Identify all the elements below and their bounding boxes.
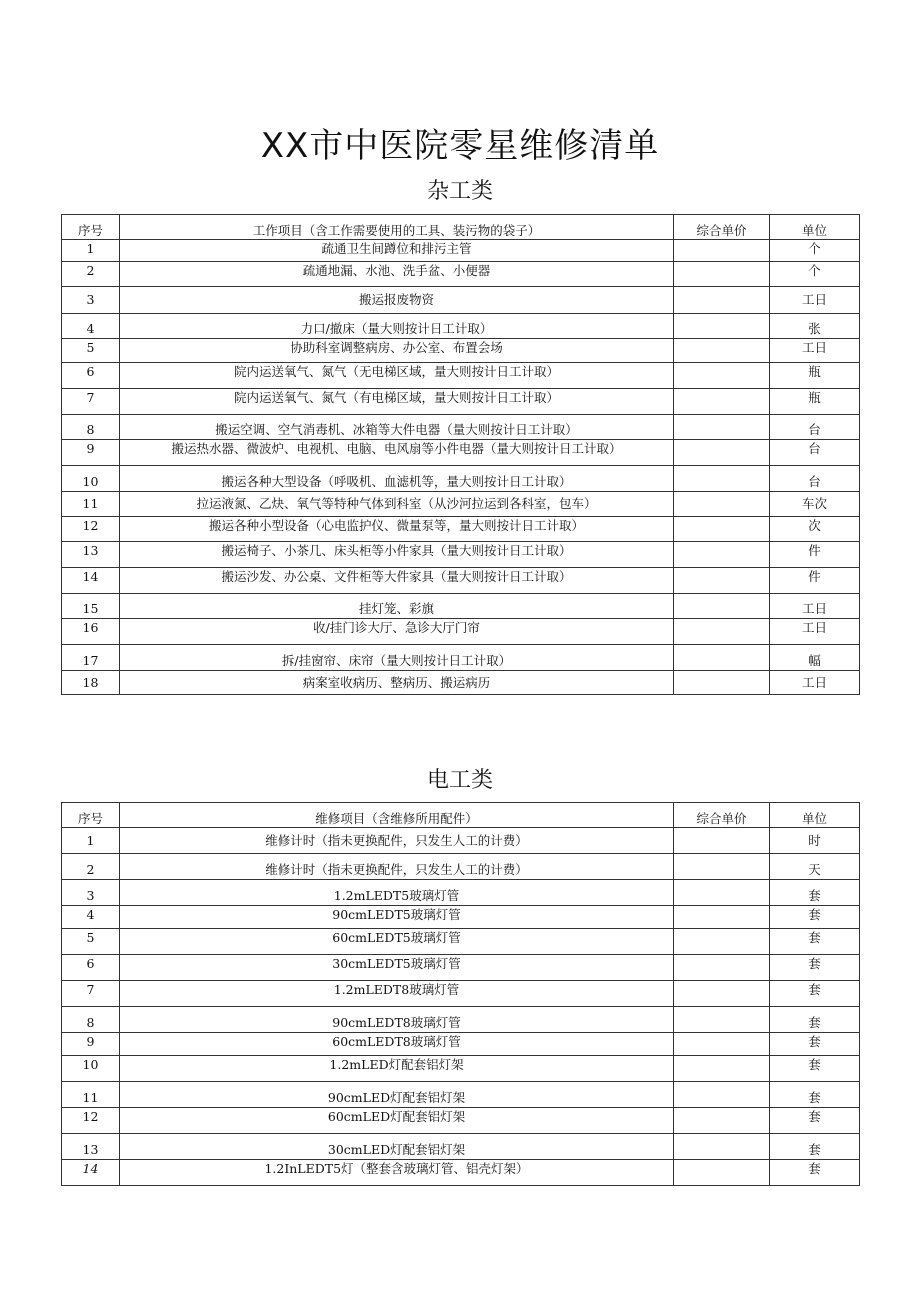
- cell-item: 60cmLED灯配套铝灯架: [120, 1108, 674, 1134]
- cell-unit: 张: [770, 314, 860, 339]
- table-row: [62, 880, 860, 906]
- cell-item: 收/挂门诊大厅、急诊大厅门帘: [120, 619, 674, 645]
- table-row: [62, 568, 860, 594]
- cell-item: 搬运热水器、微波炉、电视机、电脑、电风扇等小件电器（量大则按计日工计取）: [120, 440, 674, 466]
- cell-seq: 13: [62, 1134, 120, 1160]
- cell-unit: 工日: [770, 287, 860, 314]
- cell-seq: 11: [62, 1082, 120, 1108]
- cell-seq: 1: [62, 240, 120, 262]
- cell-seq: 8: [62, 415, 120, 440]
- header-item: 维修项目（含维修所用配件）: [120, 803, 674, 828]
- table-row: [62, 981, 860, 1007]
- cell-price: [674, 1082, 770, 1108]
- table-row: [62, 440, 860, 466]
- table-row: [62, 542, 860, 568]
- cell-item: 协助科室调整病房、办公室、布置会场: [120, 339, 674, 363]
- cell-price: [674, 492, 770, 517]
- cell-unit: 瓶: [770, 389, 860, 415]
- cell-unit: 天: [770, 854, 860, 880]
- cell-price: [674, 619, 770, 645]
- cell-item: 搬运椅子、小茶几、床头柜等小件家具（量大则按计日工计取）: [120, 542, 674, 568]
- cell-price: [674, 880, 770, 906]
- cell-price: [674, 363, 770, 389]
- cell-seq: 3: [62, 287, 120, 314]
- cell-item: 30cmLED灯配套铝灯架: [120, 1134, 674, 1160]
- cell-item: 1.2InLEDT5灯（整套含玻璃灯管、铝壳灯架）: [120, 1160, 674, 1186]
- table-row: [62, 828, 860, 854]
- cell-item: 院内运送氧气、氮气（有电梯区域，量大则按计日工计取）: [120, 389, 674, 415]
- cell-price: [674, 981, 770, 1007]
- table-row: [62, 492, 860, 517]
- cell-price: [674, 415, 770, 440]
- cell-item: 力口/撤床（量大则按计日工计取）: [120, 314, 674, 339]
- cell-seq: 14: [62, 568, 120, 594]
- cell-seq: 12: [62, 1108, 120, 1134]
- cell-seq: 7: [62, 981, 120, 1007]
- cell-item: 1.2mLEDT5玻璃灯管: [120, 880, 674, 906]
- cell-price: [674, 262, 770, 287]
- cell-seq: 5: [62, 929, 120, 955]
- cell-unit: 套: [770, 1134, 860, 1160]
- cell-price: [674, 1033, 770, 1056]
- electrical-table: [61, 802, 860, 1186]
- table-row: [62, 1134, 860, 1160]
- cell-price: [674, 1056, 770, 1082]
- table-row: [62, 1007, 860, 1033]
- cell-unit: 套: [770, 1082, 860, 1108]
- table-row: [62, 1082, 860, 1108]
- table-row: [62, 854, 860, 880]
- cell-price: [674, 314, 770, 339]
- cell-unit: 工日: [770, 594, 860, 619]
- cell-unit: 套: [770, 1007, 860, 1033]
- cell-seq: 16: [62, 619, 120, 645]
- cell-unit: 时: [770, 828, 860, 854]
- cell-price: [674, 1007, 770, 1033]
- cell-unit: 件: [770, 542, 860, 568]
- table-row: [62, 1160, 860, 1186]
- cell-price: [674, 440, 770, 466]
- cell-seq: 6: [62, 955, 120, 981]
- cell-price: [674, 339, 770, 363]
- cell-unit: 个: [770, 262, 860, 287]
- cell-price: [674, 955, 770, 981]
- cell-unit: 工日: [770, 339, 860, 363]
- cell-price: [674, 828, 770, 854]
- cell-seq: 2: [62, 262, 120, 287]
- cell-item: 维修计时（指未更换配件，只发生人工的计费）: [120, 828, 674, 854]
- cell-unit: 套: [770, 1033, 860, 1056]
- cell-item: 60cmLEDT5玻璃灯管: [120, 929, 674, 955]
- cell-seq: 13: [62, 542, 120, 568]
- section-title-misc: 杂工类: [426, 179, 493, 204]
- table-row: [62, 1056, 860, 1082]
- cell-unit: 幅: [770, 645, 860, 671]
- cell-seq: 9: [62, 440, 120, 466]
- section-title-electrical: 电工类: [426, 768, 493, 793]
- table-row: [62, 594, 860, 619]
- cell-unit: 套: [770, 1108, 860, 1134]
- table-header-row: [62, 215, 860, 240]
- cell-seq: 9: [62, 1033, 120, 1056]
- header-item: 工作项目（含工作需要使用的工具、装污物的袋子）: [120, 215, 674, 240]
- table-row: [62, 955, 860, 981]
- cell-item: 90cmLED灯配套铝灯架: [120, 1082, 674, 1108]
- cell-item: 60cmLEDT8玻璃灯管: [120, 1033, 674, 1056]
- cell-price: [674, 645, 770, 671]
- cell-item: 院内运送氧气、氮气（无电梯区域，量大则按计日工计取）: [120, 363, 674, 389]
- cell-item: 病案室收病历、整病历、搬运病历: [120, 671, 674, 695]
- table-row: [62, 1033, 860, 1056]
- cell-seq: 10: [62, 466, 120, 492]
- cell-price: [674, 671, 770, 695]
- cell-item: 拆/挂窗帘、床帘（量大则按计日工计取）: [120, 645, 674, 671]
- cell-price: [674, 287, 770, 314]
- cell-item: 1.2mLEDT8玻璃灯管: [120, 981, 674, 1007]
- cell-seq: 11: [62, 492, 120, 517]
- cell-price: [674, 389, 770, 415]
- header-unit: 单位: [770, 803, 860, 828]
- cell-seq: 4: [62, 314, 120, 339]
- misc-labor-table: [61, 214, 860, 695]
- cell-seq: 8: [62, 1007, 120, 1033]
- cell-seq: 12: [62, 517, 120, 542]
- cell-item: 搬运报废物资: [120, 287, 674, 314]
- cell-seq: 3: [62, 880, 120, 906]
- cell-price: [674, 1160, 770, 1186]
- table-row: [62, 906, 860, 929]
- table-row: [62, 314, 860, 339]
- cell-item: 搬运空调、空气消毒机、冰箱等大件电器（量大则按计日工计取）: [120, 415, 674, 440]
- table-row: [62, 415, 860, 440]
- cell-seq: 2: [62, 854, 120, 880]
- cell-unit: 套: [770, 880, 860, 906]
- table-row: [62, 262, 860, 287]
- cell-unit: 套: [770, 1160, 860, 1186]
- table-row: [62, 517, 860, 542]
- table-row: [62, 645, 860, 671]
- cell-price: [674, 517, 770, 542]
- cell-unit: 台: [770, 415, 860, 440]
- table-row: [62, 363, 860, 389]
- cell-price: [674, 1108, 770, 1134]
- table-row: [62, 619, 860, 645]
- header-price: 综合单价: [674, 215, 770, 240]
- cell-item: 30cmLEDT5玻璃灯管: [120, 955, 674, 981]
- cell-unit: 套: [770, 981, 860, 1007]
- cell-item: 90cmLEDT5玻璃灯管: [120, 906, 674, 929]
- cell-unit: 车次: [770, 492, 860, 517]
- table-row: [62, 339, 860, 363]
- cell-price: [674, 240, 770, 262]
- cell-seq: 6: [62, 363, 120, 389]
- cell-seq: 1: [62, 828, 120, 854]
- table-row: [62, 287, 860, 314]
- cell-item: 搬运各种大型设备（呼吸机、血滤机等，量大则按计日工计取）: [120, 466, 674, 492]
- cell-unit: 个: [770, 240, 860, 262]
- cell-unit: 台: [770, 440, 860, 466]
- cell-price: [674, 929, 770, 955]
- cell-unit: 套: [770, 955, 860, 981]
- cell-seq: 5: [62, 339, 120, 363]
- cell-unit: 瓶: [770, 363, 860, 389]
- cell-item: 搬运各种小型设备（心电监护仪、微量泵等，量大则按计日工计取）: [120, 517, 674, 542]
- cell-item: 1.2mLED灯配套铝灯架: [120, 1056, 674, 1082]
- cell-price: [674, 906, 770, 929]
- cell-unit: 套: [770, 929, 860, 955]
- header-seq: 序号: [62, 215, 120, 240]
- table-row: [62, 466, 860, 492]
- cell-unit: 工日: [770, 671, 860, 695]
- cell-item: 拉运液氮、乙炔、氧气等特种气体到科室（从沙河拉运到各科室，包车）: [120, 492, 674, 517]
- table-row: [62, 671, 860, 695]
- cell-price: [674, 466, 770, 492]
- page-title: XX市中医院零星维修清单: [260, 126, 660, 166]
- cell-item: 维修计时（指未更换配件，只发生人工的计费）: [120, 854, 674, 880]
- header-price: 综合单价: [674, 803, 770, 828]
- cell-price: [674, 1134, 770, 1160]
- cell-seq: 18: [62, 671, 120, 695]
- cell-seq: 17: [62, 645, 120, 671]
- cell-seq: 7: [62, 389, 120, 415]
- cell-seq: 4: [62, 906, 120, 929]
- cell-seq: 10: [62, 1056, 120, 1082]
- cell-unit: 套: [770, 1056, 860, 1082]
- cell-seq: 14: [62, 1160, 120, 1186]
- cell-unit: 件: [770, 568, 860, 594]
- cell-item: 90cmLEDT8玻璃灯管: [120, 1007, 674, 1033]
- cell-price: [674, 568, 770, 594]
- cell-price: [674, 542, 770, 568]
- table-row: [62, 389, 860, 415]
- header-unit: 单位: [770, 215, 860, 240]
- table-header-row: [62, 803, 860, 828]
- cell-seq: 15: [62, 594, 120, 619]
- cell-item: 疏通地漏、水池、洗手盆、小便器: [120, 262, 674, 287]
- cell-item: 疏通卫生间蹲位和排污主管: [120, 240, 674, 262]
- header-seq: 序号: [62, 803, 120, 828]
- cell-unit: 套: [770, 906, 860, 929]
- table-row: [62, 240, 860, 262]
- cell-price: [674, 594, 770, 619]
- cell-unit: 工日: [770, 619, 860, 645]
- cell-unit: 次: [770, 517, 860, 542]
- table-row: [62, 1108, 860, 1134]
- table-row: [62, 929, 860, 955]
- cell-price: [674, 854, 770, 880]
- cell-unit: 台: [770, 466, 860, 492]
- cell-item: 搬运沙发、办公桌、文件柜等大件家具（量大则按计日工计取）: [120, 568, 674, 594]
- cell-item: 挂灯笼、彩旗: [120, 594, 674, 619]
